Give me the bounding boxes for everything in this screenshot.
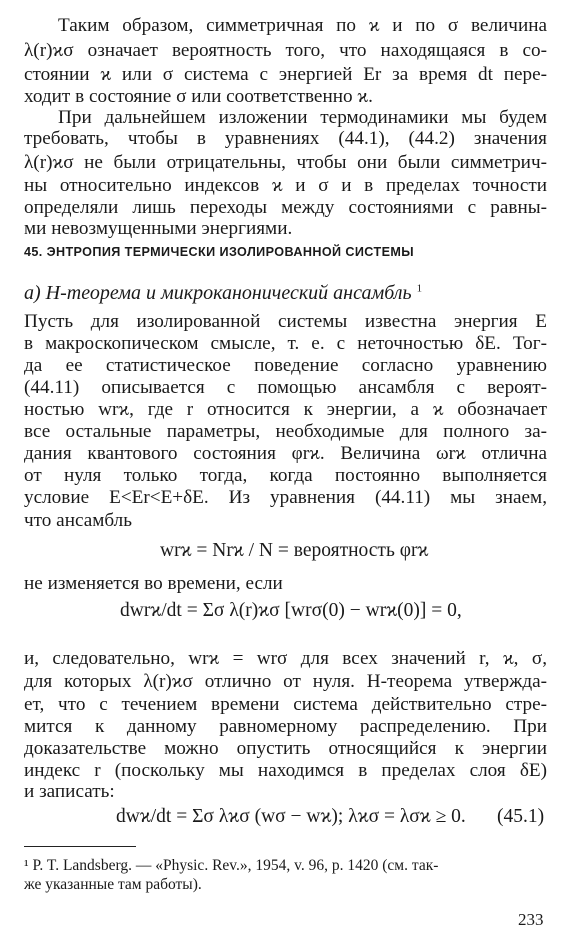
equation-number: (45.1) xyxy=(497,806,545,827)
text-line: да ее статистическое поведение согласно уравнению xyxy=(24,355,547,376)
subsection-title: а) H-теорема и микроканонический ансамбль xyxy=(24,282,412,304)
text-line: и записать: xyxy=(24,781,115,802)
text-line: λ(r)ϰσ не были отрицательны, чтобы они были симметрич- xyxy=(24,152,547,173)
text-line: определяли лишь переходы между состояниями с равны- xyxy=(24,197,547,218)
text-line: требовать, чтобы в уравнениях (44.1), (44.2) значения xyxy=(24,128,547,149)
footnote-divider xyxy=(24,846,136,847)
text-line: индекс r (поскольку мы находимся в пределах слоя δE) xyxy=(24,760,547,781)
text-line: стоянии ϰ или σ система с энергией Er за время dt пере- xyxy=(24,64,547,85)
text-line: При дальнейшем изложении термодинамики мы будем xyxy=(58,107,547,128)
text-line: не изменяется во времени, если xyxy=(24,573,283,594)
text-line: доказательстве можно опустить относящийся к энергии xyxy=(24,738,547,759)
text-line: от нуля только тогда, когда постоянно выполняется xyxy=(24,465,547,486)
text-line: ходит в состояние σ или соответственно ϰ. xyxy=(24,86,373,107)
text-line: ностью wrϰ, где r относится к энергии, а ϰ обозначает xyxy=(24,399,547,420)
text-line: условие E<Er<E+δE. Из уравнения (44.11) мы знаем, xyxy=(24,487,547,508)
text-line: мится к данному равномерному распределению. При xyxy=(24,716,547,737)
text-line: дания квантового состояния φrϰ. Величина ωrϰ отлична xyxy=(24,443,547,464)
footnote-line: же указанные там работы). xyxy=(24,876,202,893)
footnote-marker: 1 xyxy=(416,282,423,295)
text-line: (44.11) описывается с помощью ансамбля с вероят- xyxy=(24,377,547,398)
equation-time-derivative: dwrϰ/dt = Σσ λ(r)ϰσ [wrσ(0) − wrϰ(0)] = 0, xyxy=(120,600,462,621)
text-line: что ансамбль xyxy=(24,510,132,531)
text-line: в макроскопическом смысле, т. е. с неточностью δE. Тог- xyxy=(24,333,547,354)
text-line: для которых λ(r)ϰσ отлично от нуля. H-теорема утвержда- xyxy=(24,671,547,692)
text-line: и, следовательно, wrϰ = wrσ для всех значений r, ϰ, σ, xyxy=(24,648,547,669)
equation-probability: wrϰ = Nrϰ / N = вероятность φrϰ xyxy=(160,540,429,561)
text-line: ми невозмущенными энергиями. xyxy=(24,218,293,239)
page-number: 233 xyxy=(518,910,544,929)
text-line: ны относительно индексов ϰ и σ и в пределах точности xyxy=(24,175,547,196)
section-heading: 45. ЭНТРОПИЯ ТЕРМИЧЕСКИ ИЗОЛИРОВАННОЙ СИСТЕМЫ xyxy=(24,245,415,259)
subsection-heading xyxy=(24,282,422,305)
text-line: ет, что с течением времени система действительно стре- xyxy=(24,694,547,715)
footnote-line: ¹ P. T. Landsberg. — «Physic. Rev.», 1954, v. 96, p. 1420 (см. так- xyxy=(24,857,439,874)
text-line: Таким образом, симметричная по ϰ и по σ величина xyxy=(58,15,547,36)
equation-master: dwϰ/dt = Σσ λϰσ (wσ − wϰ); λϰσ = λσϰ ≥ 0. xyxy=(116,806,466,827)
text-line: все остальные параметры, необходимые для полного за- xyxy=(24,421,547,442)
text-line: λ(r)ϰσ означает вероятность того, что находящаяся в со- xyxy=(24,40,547,61)
text-line: Пусть для изолированной системы известна энергия E xyxy=(24,311,547,332)
